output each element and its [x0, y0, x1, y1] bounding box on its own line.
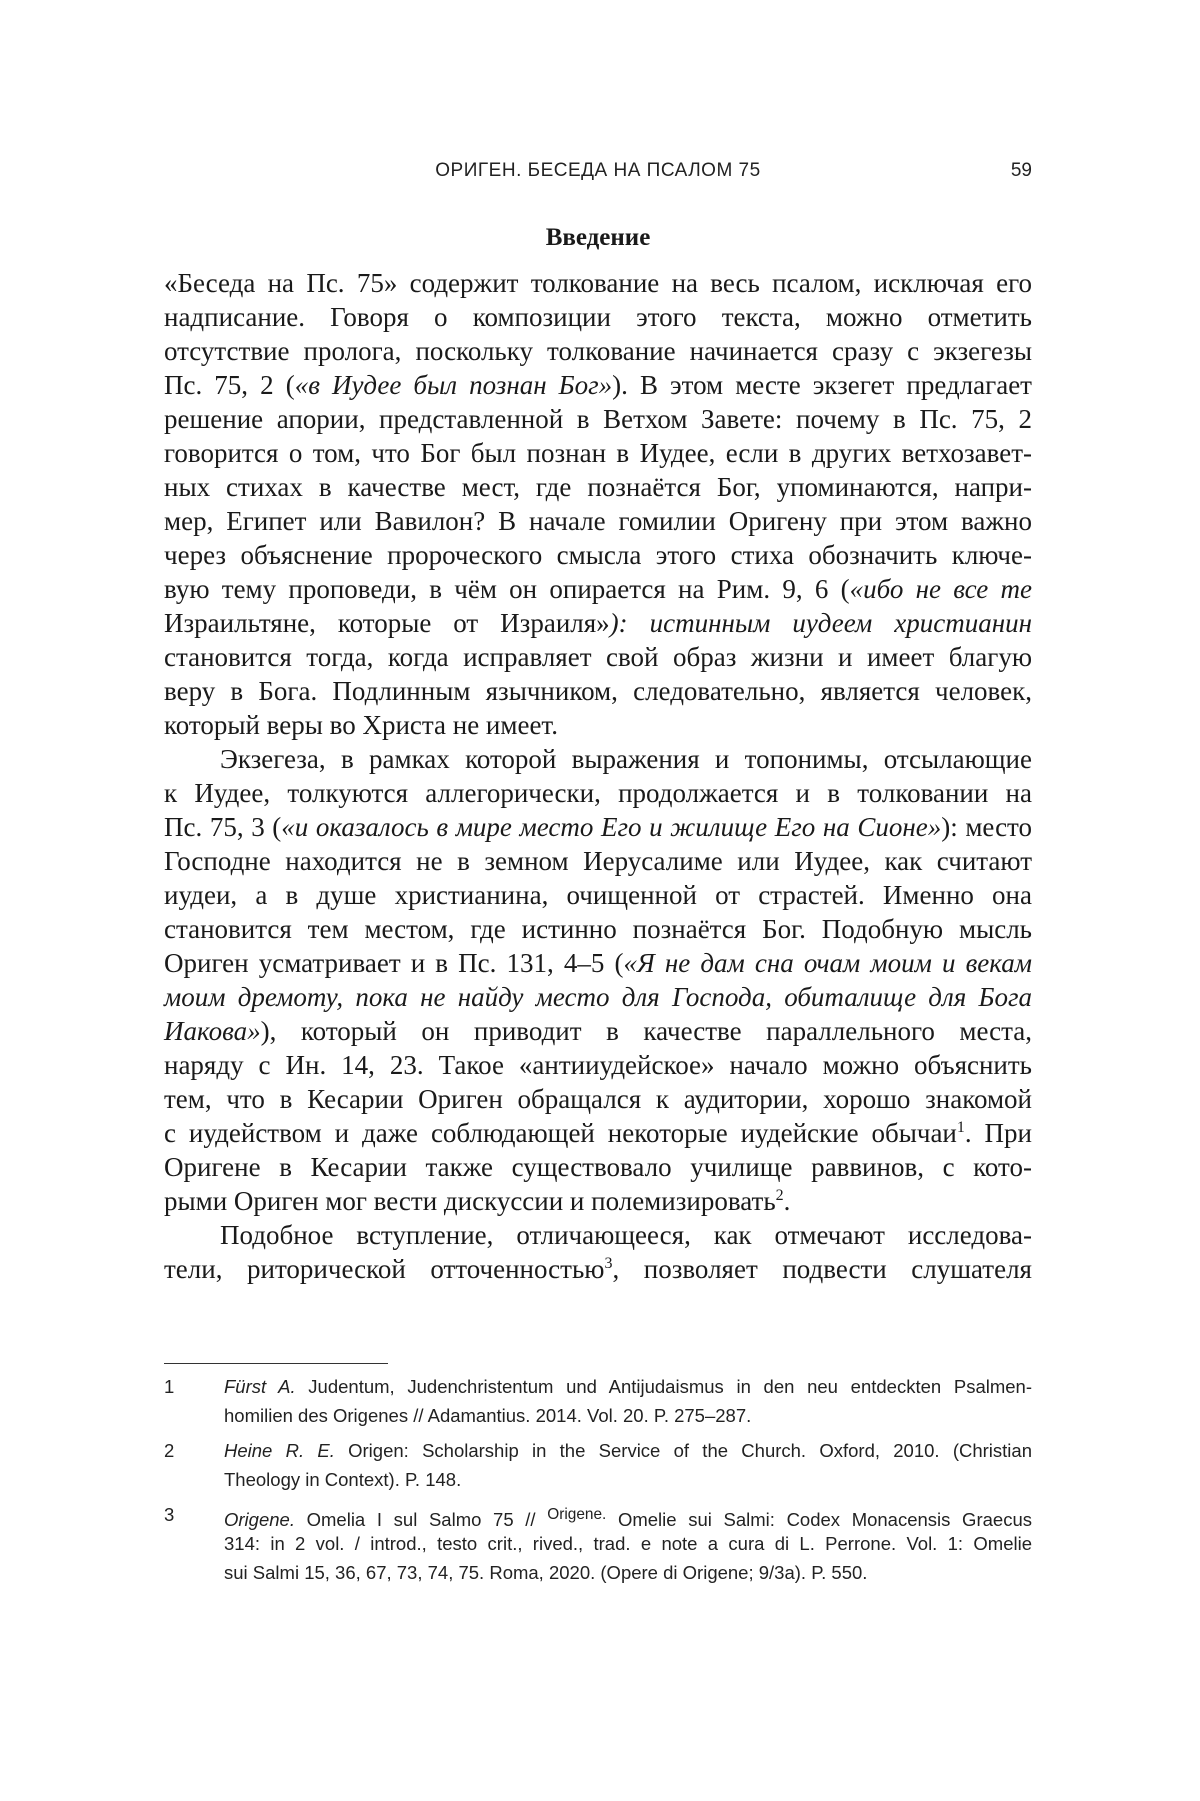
text-run: ), который он приводит в качестве параллельного места, — [260, 1016, 1032, 1046]
text-run: Ориген усматривает и в Пс. 131, 4–5 ( — [164, 948, 624, 978]
text-line — [164, 878, 1032, 912]
text-run: наряду с Ин. 14, 23. Такое «антииудейское» начало можно объяснить — [164, 1050, 1032, 1080]
text-line — [164, 266, 1032, 300]
footnote-marker: 2 — [775, 1187, 784, 1204]
text-run: Omelie sui Salmi: Codex Monacensis Graecus — [606, 1509, 1032, 1531]
text-line — [164, 674, 1032, 708]
text-line — [164, 470, 1032, 504]
text-run: «Беседа на Пс. 75» содержит толкование на весь псалом, исключая его — [164, 268, 1032, 298]
footnote-line — [164, 1465, 1032, 1494]
text-run: говорится о том, что Бог был познан в Иудее, если в других ветхозавет- — [164, 438, 1032, 468]
footnote-line — [164, 1372, 1032, 1401]
footnote-marker: 3 — [604, 1255, 613, 1272]
text-run: становится тогда, когда исправляет свой образ жизни и имеет благую — [164, 642, 1032, 672]
text-line — [164, 640, 1032, 674]
text-line — [164, 402, 1032, 436]
text-line — [164, 1082, 1032, 1116]
text-run: Theology in Context). P. 148. — [224, 1469, 462, 1490]
text-line — [164, 1252, 1032, 1286]
italic-quote: Иакова» — [164, 1016, 261, 1046]
italic-quote: ): истинным иудеем христианин — [609, 608, 1032, 638]
text-run: Израильтяне, которые от Израиля» — [164, 608, 610, 638]
text-run: иудеи, а в душе христианина, очищенной от страстей. Именно она — [164, 880, 1032, 910]
text-run: Пс. 75, 3 ( — [164, 812, 282, 842]
text-run: Judentum, Judenchristentum und Antijudaismus in den neu entdeckten Psalmen- — [295, 1376, 1032, 1397]
text-line — [164, 844, 1032, 878]
text-line — [164, 1150, 1032, 1184]
italic-quote: Origene. — [224, 1509, 295, 1531]
text-run: ). В этом месте экзегет предлагает — [612, 370, 1032, 400]
text-run: . При — [964, 1118, 1032, 1148]
text-line — [164, 776, 1032, 810]
running-title: ОРИГЕН. БЕСЕДА НА ПСАЛОМ 75 — [435, 160, 761, 181]
text-line — [164, 708, 1032, 742]
text-line — [164, 436, 1032, 470]
italic-quote: Fürst A. — [224, 1376, 296, 1397]
page-number: 59 — [1010, 160, 1032, 181]
italic-quote: «в Иудее был познан Бог» — [294, 370, 613, 400]
text-run: становится тем местом, где истинно познаётся Бог. Подобную мысль — [164, 914, 1032, 944]
footnote-line — [164, 1436, 1032, 1465]
body-text — [164, 266, 1032, 1286]
text-run: рыми Ориген мог вести дискуссии и полемизировать — [164, 1186, 776, 1216]
text-run: Пс. 75, 2 ( — [164, 370, 295, 400]
text-line — [164, 1184, 1032, 1218]
text-run: ных стихах в качестве мест, где познаётся Бог, упоминаются, напри- — [164, 472, 1032, 502]
footnote-separator — [164, 1363, 388, 1364]
text-line — [164, 300, 1032, 334]
text-line — [164, 1048, 1032, 1082]
text-run: homilien des Origenes // Adamantius. 2014. Vol. 20. P. 275–287. — [224, 1405, 752, 1426]
italic-quote: моим дремоту, пока не найду место для Господа, обиталище для Бога — [164, 982, 1032, 1012]
text-line — [164, 1014, 1032, 1048]
footnotes — [164, 1372, 1032, 1587]
text-run: sui Salmi 15, 36, 67, 73, 74, 75. Roma, 2020. (Opere di Origene; 9/3a). P. 550. — [224, 1562, 868, 1583]
footnote-number: 2 — [164, 1440, 175, 1461]
text-line — [164, 504, 1032, 538]
section-heading: Введение — [545, 224, 651, 251]
text-run: к Иудее, толкуются аллегорически, продолжается и в толковании на — [164, 778, 1032, 808]
text-run: тем, что в Кесарии Ориген обращался к аудитории, хорошо знакомой — [164, 1084, 1032, 1114]
text-line — [164, 538, 1032, 572]
text-run: с иудейством и даже соблюдающей некоторые иудейские обычаи — [164, 1118, 957, 1148]
text-line — [164, 1116, 1032, 1150]
italic-quote: Heine R. E. — [224, 1440, 335, 1461]
text-line — [164, 368, 1032, 402]
text-line — [164, 1218, 1032, 1252]
text-run: через объяснение пророческого смысла этого стиха обозначить ключе- — [164, 540, 1032, 570]
footnote-marker: Origene. — [547, 1506, 607, 1523]
text-run: мер, Египет или Вавилон? В начале гомилии Оригену при этом важно — [164, 506, 1032, 536]
text-run: решение апории, представленной в Ветхом Завете: почему в Пс. 75, 2 — [164, 404, 1032, 434]
text-run: Подобное вступление, отличающееся, как отмечают исследова- — [220, 1220, 1032, 1250]
footnote-marker: 1 — [956, 1119, 965, 1136]
text-line — [164, 980, 1032, 1014]
text-run: Omelia I sul Salmo 75 // — [294, 1509, 548, 1531]
text-line — [164, 742, 1032, 776]
text-line — [164, 572, 1032, 606]
text-run: вую тему проповеди, в чём он опирается на Рим. 9, 6 ( — [164, 574, 850, 604]
text-line — [164, 946, 1032, 980]
text-run: тели, риторической отточенностью — [164, 1254, 605, 1284]
text-run: ): место — [941, 812, 1032, 842]
text-run: веру в Бога. Подлинным язычником, следовательно, является человек, — [164, 676, 1032, 706]
footnote-number: 3 — [164, 1504, 175, 1525]
italic-quote: «ибо не все те — [849, 574, 1032, 604]
text-line — [164, 810, 1032, 844]
text-run: который веры во Христа не имеет. — [164, 710, 558, 740]
text-run: Экзегеза, в рамках которой выражения и топонимы, отсылающие — [220, 744, 1032, 774]
text-run: Оригене в Кесарии также существовало училище раввинов, с кото- — [164, 1152, 1032, 1182]
italic-quote: «и оказалось в мире место Его и жилище Его на Сионе» — [281, 812, 942, 842]
text-run: Господне находится не в земном Иерусалиме или Иудее, как считают — [164, 846, 1032, 876]
italic-quote: «Я не дам сна очам моим и векам — [623, 948, 1032, 978]
text-run: 314: in 2 vol. / introd., testo crit., rived., trad. e note a cura di L. Perrone. Vol. 1: Omelie — [224, 1533, 1032, 1554]
footnote-number: 1 — [164, 1376, 175, 1397]
text-line — [164, 334, 1032, 368]
text-line — [164, 912, 1032, 946]
footnote-line — [164, 1500, 1032, 1529]
text-run: надписание. Говоря о композиции этого текста, можно отметить — [164, 302, 1032, 332]
text-run: Origen: Scholarship in the Service of the Church. Oxford, 2010. (Christian — [334, 1440, 1032, 1461]
text-run: , позволяет подвести слушателя — [612, 1254, 1032, 1284]
text-run: . — [783, 1186, 791, 1216]
footnote-line — [164, 1401, 1032, 1430]
text-line — [164, 606, 1032, 640]
footnote-line — [164, 1558, 1032, 1587]
text-run: отсутствие пролога, поскольку толкование начинается сразу с экзегезы — [164, 336, 1032, 366]
page-header — [164, 160, 1032, 190]
footnote-line — [164, 1529, 1032, 1558]
